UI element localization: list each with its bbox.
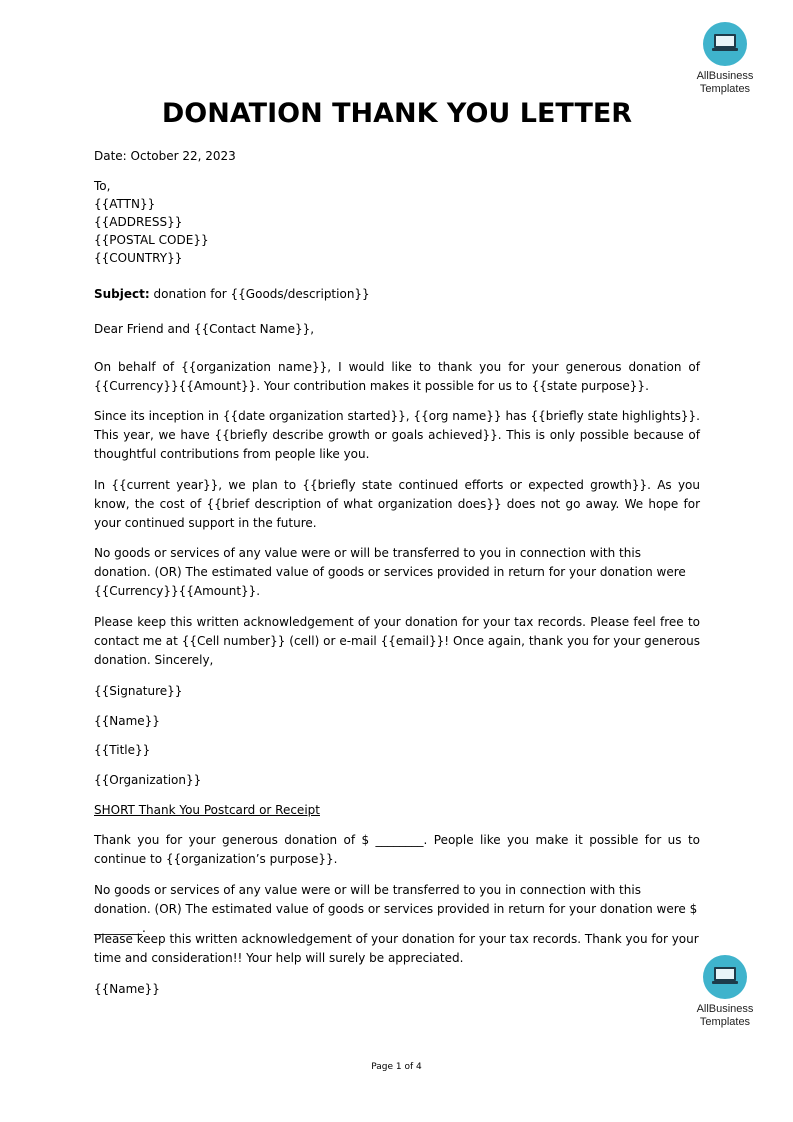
signature-line: {{Signature}} [94, 684, 183, 698]
date-line: Date: October 22, 2023 [94, 149, 236, 163]
paragraph-5: Please keep this written acknowledgement of your donation for your tax records. Please feel free to contact me at {{Cell number}} (cell) or e-mail {{email}}! Once again, thank you for your generous donation. Sincerely, [94, 615, 700, 667]
paragraph-3: In {{current year}}, we plan to {{briefly state continued efforts or expected growth}}. As you know, the cost of {{brief description of what organization does}} does not go away. We hope for your continued support in the future. [94, 478, 700, 530]
allbusiness-logo-top [685, 22, 765, 96]
title-line: {{Title}} [94, 743, 151, 757]
paragraph-4: No goods or services of any value were or will be transferred to you in connection with this donation. (OR) The estimated value of goods or services provided in return for your donation were {{Currency}}{{Amount}}. [94, 546, 686, 598]
address-line-3: {{ADDRESS}} [94, 215, 183, 229]
laptop-icon [703, 22, 747, 66]
salutation: Dear Friend and {{Contact Name}}, [94, 322, 315, 336]
organization-line: {{Organization}} [94, 773, 202, 787]
paragraph-2: Since its inception in {{date organization started}}, {{org name}} has {{briefly state highlights}}. This year, we have {{briefly describe growth or goals achieved}}. This is only possible because of thoughtful contributions from people like you. [94, 409, 700, 461]
logo-line-2: Templates [699, 83, 751, 95]
address-line-5: {{COUNTRY}} [94, 251, 183, 265]
name-line: {{Name}} [94, 714, 160, 728]
logo-line-1: AllBusiness [696, 70, 754, 82]
short-paragraph-2: No goods or services of any value were or will be transferred to you in connection with this donation. (OR) The estimated value of goods or services provided in return for your donation were $ ________. [94, 883, 698, 935]
short-paragraph-1: Thank you for your generous donation of $ ________. People like you make it possible for us to continue to {{organization’s purpose}}. [94, 833, 700, 866]
subject-line [94, 285, 370, 304]
page-title: DONATION THANK YOU LETTER [161, 98, 633, 129]
address-line-2: {{ATTN}} [94, 197, 156, 211]
short-paragraph-3: Please keep this written acknowledgement of your donation for your tax records. Thank you for your time and consideration!! Your help will surely be appreciated. [94, 932, 699, 965]
allbusiness-logo-bottom [685, 955, 765, 1029]
page-number: Page 1 of 4 [371, 1062, 422, 1072]
laptop-icon [703, 955, 747, 999]
logo-line-1: AllBusiness [696, 1003, 754, 1015]
address-line-4: {{POSTAL CODE}} [94, 233, 209, 247]
address-line-1: To, [94, 179, 111, 193]
logo-line-2: Templates [699, 1016, 751, 1028]
closing-name: {{Name}} [94, 982, 160, 996]
paragraph-1: On behalf of {{organization name}}, I would like to thank you for your generous donation of {{Currency}}{{Amount}}. Your contribution makes it possible for us to {{state purpose}}. [94, 360, 700, 393]
subject-label: Subject: [94, 287, 150, 301]
subject-text: donation for {{Goods/description}} [149, 287, 370, 301]
short-heading: SHORT Thank You Postcard or Receipt [94, 803, 320, 817]
